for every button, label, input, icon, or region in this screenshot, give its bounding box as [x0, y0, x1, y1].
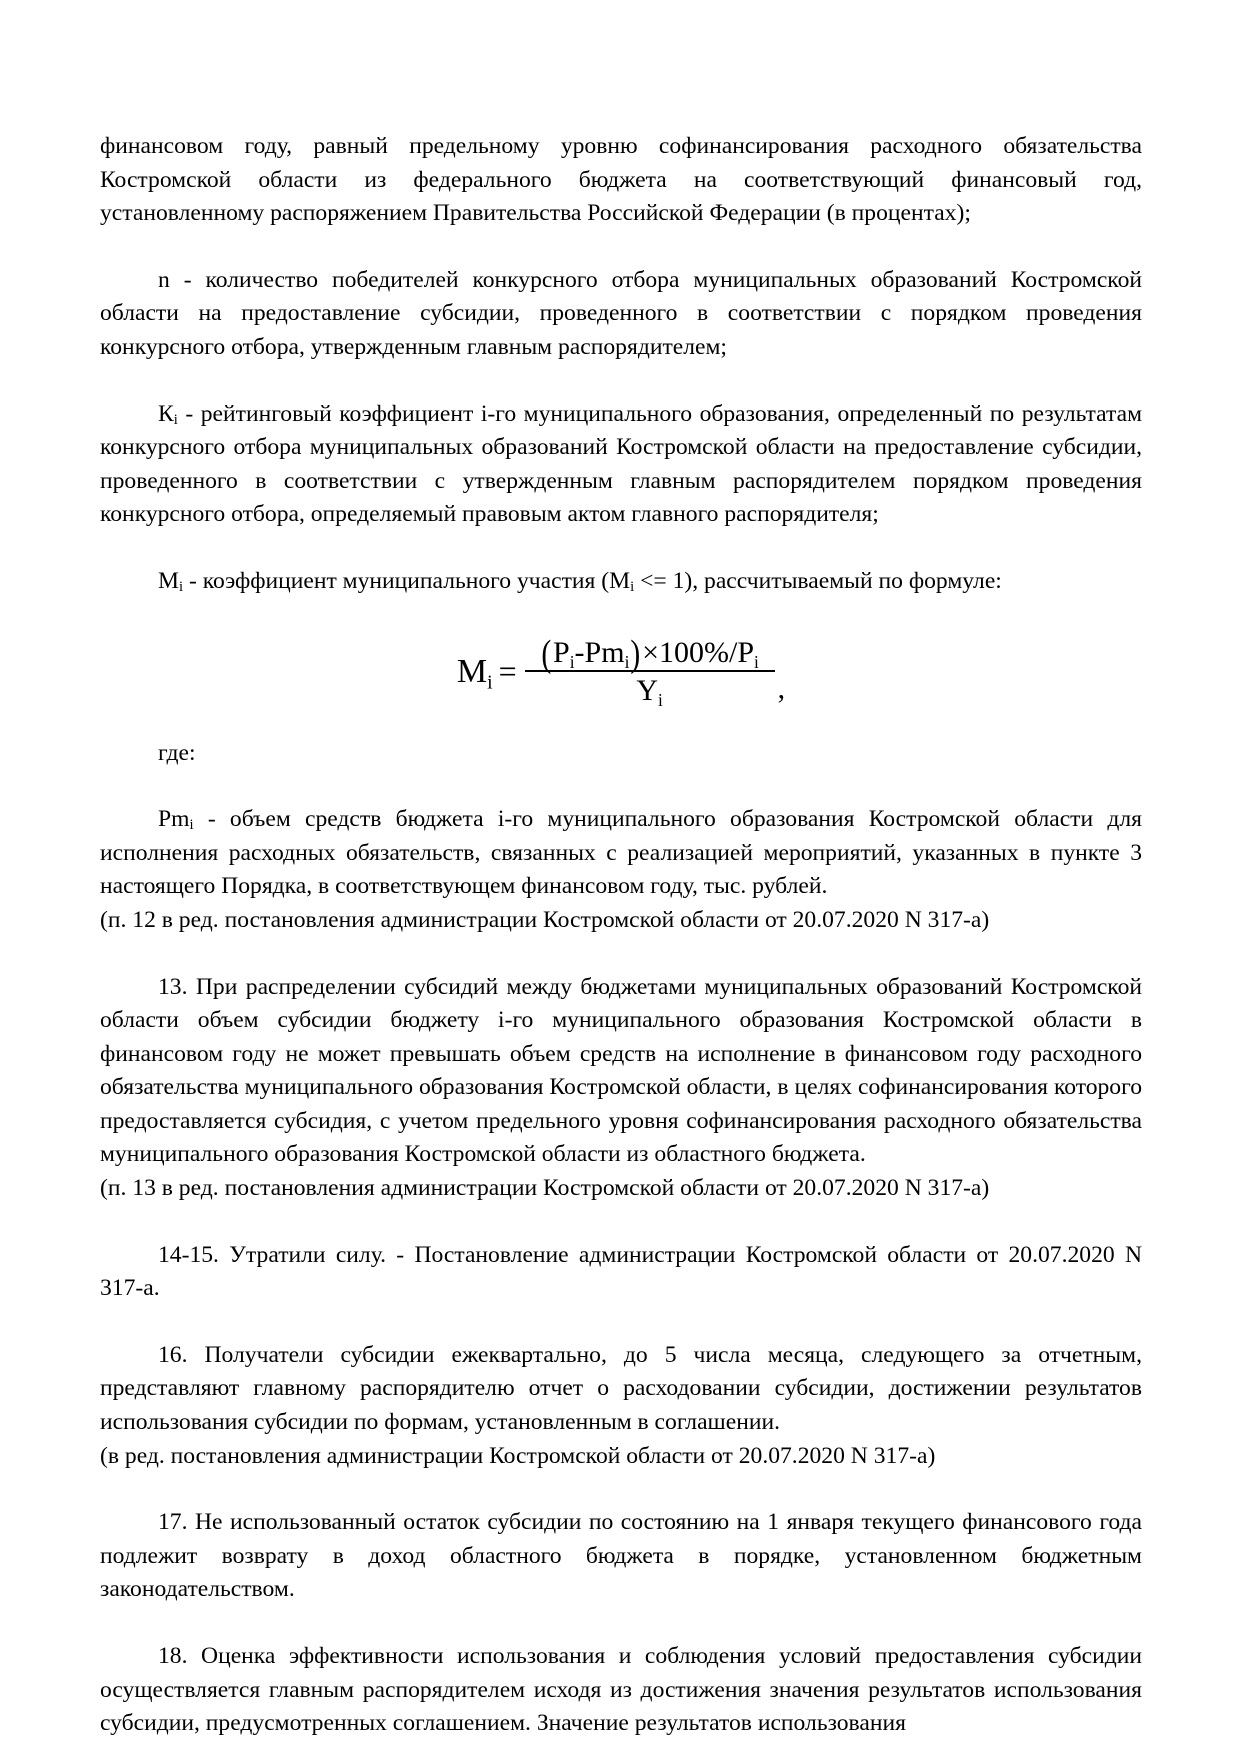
formula-numerator: [534, 633, 765, 676]
formula-times: ×: [642, 635, 659, 669]
pm-definition-text: - объем средств бюджета i-го муниципального образования Костромской области для исполнения расходных обязательств, связанных с реализацией мероприятий, указанных в пункте 3 настоящего Порядка, в соответствующем финансовом году, тыс. рублей.: [100, 806, 1142, 900]
k-symbol-subscript: i: [173, 411, 178, 428]
paragraph-spacer: [100, 365, 1142, 398]
formula-y-subscript: i: [658, 689, 663, 710]
formula-open-paren: (: [541, 633, 552, 676]
paragraph-n-definition: n - количество победителей конкурсного отбора муниципальных образований Костромской области на предоставление субсидии, проведенного в соответствии с порядком проведения конкурсного отбора, утвержденным главным распорядителем;: [100, 266, 1142, 360]
paragraph-spacer: [100, 938, 1142, 971]
formula-mi: [456, 633, 786, 710]
paragraph-spacer: [100, 1306, 1142, 1339]
k-definition-text: - рейтинговый коэффициент i-го муниципального образования, определенный по результатам конкурсного отбора муниципальных образований Костромской области на предоставление субсидии, проведенного в соответствии с утвержденным главным распорядителем порядком проведения конкурсного отбора, определяемый правовым актом главного распорядителя;: [100, 400, 1142, 528]
formula-percent: 100%: [659, 635, 729, 669]
formula-pm: Pm: [584, 635, 625, 669]
formula-p2-subscript: i: [754, 651, 759, 672]
formula-pm-subscript: i: [624, 651, 630, 672]
formula-trailing-comma: ,: [777, 672, 786, 706]
paragraph-spacer: [100, 532, 1142, 565]
m-symbol-subscript: i: [178, 579, 184, 596]
paragraph-14-15: 14-15. Утратили силу. - Постановление администрации Костромской области от 20.07.2020 N 317-а.: [100, 1241, 1142, 1302]
paragraph-spacer: [100, 231, 1142, 264]
note-p13: (п. 13 в ред. постановления администрации Костромской области от 20.07.2020 N 317-а): [100, 1175, 990, 1202]
formula-p1-subscript: i: [569, 651, 575, 672]
paragraph-18: 18. Оценка эффективности использования и соблюдения условий предоставления субсидии осуществляется главным распорядителем исходя из достижения значения результатов использования субсидии, предусмотренных соглашением. Значение результатов использования: [100, 1643, 1142, 1737]
paragraph-spacer: [100, 1473, 1142, 1506]
formula-lhs-subscript: i: [487, 671, 493, 694]
note-p12: (п. 12 в ред. постановления администрации Костромской области от 20.07.2020 N 317-а): [100, 906, 990, 933]
formula-close-paren: ): [630, 633, 641, 676]
m-definition-text-part1: - коэффициент муниципального участия (М: [183, 567, 631, 594]
paragraph-spacer: [100, 770, 1142, 803]
k-symbol: К: [158, 400, 174, 427]
paragraph-16: 16. Получатели субсидии ежеквартально, до 5 числа месяца, следующего за отчетным, представляют главному распорядителю отчет о расходовании субсидии, достижении результатов использования субсидии по формам, установленным в соглашении.: [100, 1341, 1142, 1436]
paragraph-m-definition: [100, 565, 1142, 599]
note-p16: (в ред. постановления администрации Костромской области от 20.07.2020 N 317-а): [100, 1442, 936, 1469]
formula-denominator: [630, 672, 669, 710]
formula-block-mi: [100, 633, 1142, 710]
formula-p1: P: [553, 635, 570, 669]
paragraph-continued-top: финансовом году, равный предельному уровню софинансирования расходного обязательства Костромской области из федерального бюджета на соответствующий финансовый год, установленному распоряжением Правительства Российской Федерации (в процентах);: [100, 133, 1142, 227]
paragraph-pm-definition: [100, 803, 1142, 904]
paragraph-spacer: [100, 1607, 1142, 1640]
formula-fraction: [525, 633, 775, 710]
formula-equals-sign: =: [498, 652, 517, 689]
formula-y: Y: [636, 674, 659, 708]
paragraph-13: 13. При распределении субсидий между бюджетами муниципальных образований Костромской области объем субсидии бюджету i-го муниципального образования Костромской области в финансовом году не может превышать объем средств на исполнение в финансовом году расходного обязательства муниципального образования Костромской области, в целях софинансирования которого предоставляется субсидия, с учетом предельного уровня софинансирования расходного обязательства муниципального образования Костромской области из областного бюджета.: [100, 973, 1142, 1168]
pm-symbol: Pm: [158, 806, 190, 833]
paragraph-17: 17. Не использованный остаток субсидии по состоянию на 1 января текущего финансового года подлежит возврату в доход областного бюджета в порядке, установленном бюджетным законодательством.: [100, 1509, 1142, 1603]
paragraph-k-definition: [100, 398, 1142, 532]
m-symbol: М: [158, 567, 179, 594]
formula-lhs-symbol: М: [456, 652, 488, 690]
formula-minus: -: [574, 635, 585, 669]
paragraph-spacer: [100, 1206, 1142, 1239]
m-inline-subscript: i: [630, 579, 635, 596]
formula-lhs: [456, 652, 495, 694]
paragraph-gde: где:: [158, 739, 196, 766]
m-definition-text-part2: <= 1), рассчитываемый по формуле:: [634, 567, 1002, 594]
pm-symbol-subscript: i: [189, 817, 194, 834]
formula-p2: P: [737, 635, 755, 669]
page-content: [100, 130, 1142, 1741]
formula-divide-slash: /: [729, 635, 738, 669]
